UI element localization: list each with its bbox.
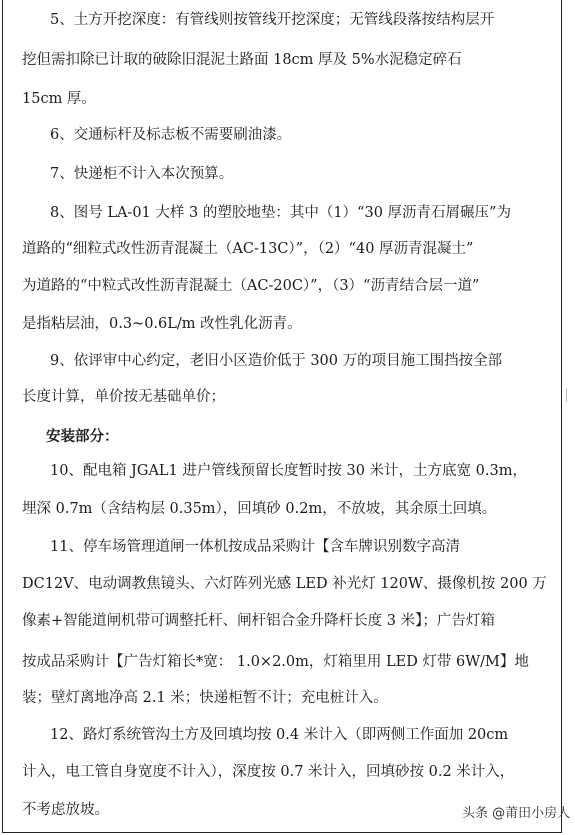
item-5-line-1: 5、土方开挖深度：有管线则按管线开挖深度；无管线段落按结构层开 bbox=[50, 12, 495, 28]
item-8-line-2: 道路的“细粒式改性沥青混凝土（AC-13C）”，（2）“40 厚沥青混凝土” bbox=[22, 241, 474, 257]
item-10-line-2: 埋深 0.7m（含结构层 0.35m），回填砂 0.2m，不放坡，其余原土回填。 bbox=[22, 501, 497, 517]
item-12-line-2: 计入，电工管自身宽度不计入），深度按 0.7 米计入，回填砂按 0.2 米计入， bbox=[22, 764, 515, 780]
item-5-line-3: 15cm 厚。 bbox=[22, 91, 96, 107]
item-11-line-1: 11、停车场管理道闸一体机按成品采购计【含车牌识别数字高清 bbox=[50, 539, 460, 555]
item-12-line-1: 12、路灯系统管沟土方及回填均按 0.4 米计入（即两侧工作面加 20cm bbox=[50, 727, 509, 743]
item-12-line-3: 不考虑放坡。 bbox=[22, 802, 109, 818]
item-8-line-4: 是指粘层油，0.3~0.6L/m 改性乳化沥青。 bbox=[22, 316, 302, 332]
item-11-line-2: DC12V、电动调教焦镜头、六灯阵列光感 LED 补光灯 120W、摄像机按 200 万 bbox=[22, 576, 547, 592]
item-9-line-2: 长度计算，单价按无基础单价； bbox=[22, 389, 225, 405]
section-heading-installation: 安装部分： bbox=[46, 429, 119, 445]
watermark-text: 头条 @莆田小房人 bbox=[462, 806, 571, 821]
item-5-line-2: 挖但需扣除已计取的破除旧混泥土路面 18cm 厚及 5%水泥稳定碎石 bbox=[22, 52, 462, 68]
item-6-line-1: 6、交通标杆及标志板不需要刷油漆。 bbox=[50, 127, 292, 143]
item-10-line-1: 10、配电箱 JGAL1 进户管线预留长度暂时按 30 米计，土方底宽 0.3m， bbox=[50, 463, 527, 479]
item-11-line-4: 按成品采购计【广告灯箱长*宽： 1.0×2.0m，灯箱里用 LED 灯带 6W/M】地 bbox=[22, 654, 529, 670]
item-11-line-5: 装；壁灯离地净高 2.1 米；快递柜暂不计；充电桩计入。 bbox=[22, 690, 388, 706]
item-8-line-1: 8、图号 LA-01 大样 3 的塑胶地垫：其中（1）“30 厚沥青石屑碾压”为 bbox=[50, 205, 511, 221]
item-8-line-3: 为道路的“中粒式改性沥青混凝土（AC-20C）”，（3）“沥青结合层一道” bbox=[22, 278, 480, 294]
item-11-line-3: 像素+智能道闸机带可调整托杆、闸杆铝合金升降杆长度 3 米】；广告灯箱 bbox=[22, 613, 495, 629]
item-9-line-1: 9、依评审中心约定，老旧小区造价低于 300 万的项目施工围挡按全部 bbox=[50, 353, 503, 369]
item-7-line-1: 7、快递柜不计入本次预算。 bbox=[50, 166, 234, 182]
